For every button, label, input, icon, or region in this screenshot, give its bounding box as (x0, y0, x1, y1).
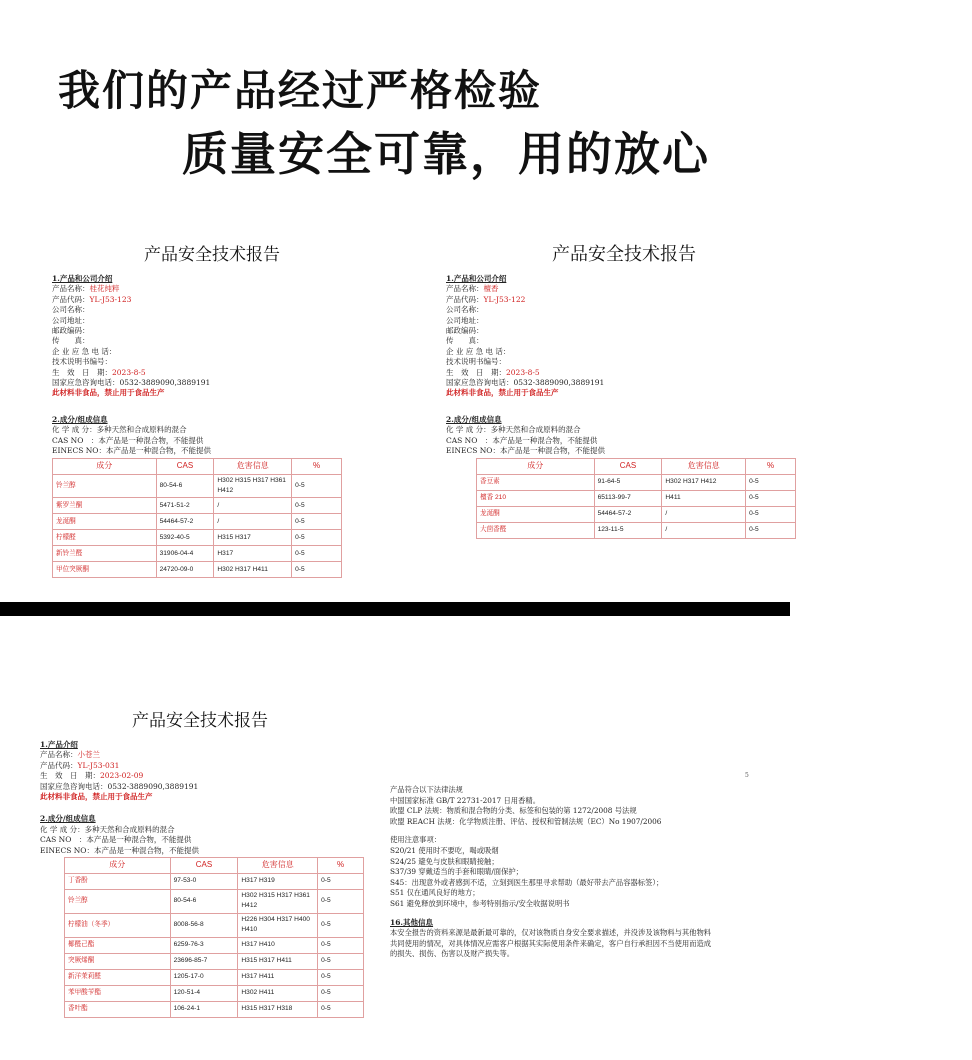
percent-cell: 0-5 (318, 953, 364, 969)
composition-table (476, 458, 796, 539)
ingredient-cell: 铃兰醇 (65, 890, 171, 914)
table-row (65, 953, 364, 969)
col-header: CAS (156, 458, 214, 474)
manual-row: 技术说明书编号： (446, 357, 506, 367)
einecs-row: EINECS NO：本产品是一种混合物，不能提供 (446, 446, 605, 456)
regulation-line: 中国国家标准 GB/T 22731-2017 日用香精。 (390, 795, 540, 805)
other-info-line: 共同使用的情况，对具体情况应需客户根据其实际使用条件来确定，客户自行承担因不当使用而造成 (390, 938, 712, 948)
product-code-row: 产品代码：YL-J53-122 (446, 294, 526, 304)
col-header: % (318, 858, 364, 874)
hazard-cell: H226 H304 H317 H400 H410 (238, 913, 318, 937)
percent-cell: 0-5 (292, 514, 342, 530)
col-header: % (746, 458, 796, 474)
safety-line: S45：出现意外或者感到不适，立刻到医生那里寻求帮助（最好带去产品容器标签）； (390, 877, 664, 887)
ingredient-cell: 突厥烯酮 (65, 953, 171, 969)
postcode-row: 邮政编码： (446, 326, 484, 336)
table-row (65, 1001, 364, 1017)
ingredient-cell: 香豆素 (477, 474, 595, 490)
page-number: 5 (745, 772, 749, 779)
regulations-page (390, 785, 780, 960)
hazard-cell: H317 H410 (238, 937, 318, 953)
manual-row: 技术说明书编号： (52, 357, 112, 367)
hazard-cell: H302 H317 H411 (214, 562, 292, 578)
table-row (477, 506, 796, 522)
ingredient-cell: 苯甲酸苄酯 (65, 985, 171, 1001)
cas-cell: 80-54-6 (170, 890, 238, 914)
hazard-cell: H317 (214, 546, 292, 562)
table-row (65, 874, 364, 890)
ingredient-cell: 铃兰醇 (53, 474, 157, 498)
report-title: 产品安全技术报告 (552, 244, 696, 265)
cas-cell: 5471-51-2 (156, 498, 214, 514)
section-divider (0, 602, 790, 616)
headline-line1: 我们的产品经过严格检验 (58, 66, 543, 115)
report-card-3 (40, 710, 350, 1012)
col-header: % (292, 458, 342, 474)
emergency-row: 企 业 应 急 电 话： (52, 346, 117, 356)
safety-line: S20/21 使用时不要吃，喝或吸烟 (390, 845, 499, 855)
ingredient-cell: 龙涎酮 (477, 506, 595, 522)
table-row (477, 490, 796, 506)
section-header: 2.成分/组成信息 (52, 414, 108, 424)
hazard-cell: / (662, 506, 746, 522)
emergency-row: 企 业 应 急 电 话： (446, 346, 511, 356)
cas-cell: 54464-57-2 (156, 514, 214, 530)
consult-row: 国家应急咨询电话：0532-3889090,3889191 (40, 781, 199, 791)
company-row: 公司名称： (446, 305, 484, 315)
ingredient-cell: 柠檬油（冬季） (65, 913, 171, 937)
ingredient-cell: 紫罗兰酮 (53, 498, 157, 514)
percent-cell: 0-5 (318, 913, 364, 937)
consult-row: 国家应急咨询电话：0532-3889090,3889191 (446, 378, 605, 388)
percent-cell: 0-5 (292, 498, 342, 514)
safety-line: S24/25 避免与皮肤和眼睛接触； (390, 856, 499, 866)
regulation-line: 欧盟 REACH 法规：化学物质注册、评估、授权和管制法规（EC）No 1907/2006 (390, 816, 662, 826)
table-row (53, 474, 342, 498)
table-row (53, 562, 342, 578)
casno-row: CAS NO ：本产品是一种混合物，不能提供 (40, 835, 192, 845)
warning-row: 此材料非食品，禁止用于食品生产 (40, 792, 153, 802)
percent-cell: 0-5 (318, 985, 364, 1001)
percent-cell: 0-5 (292, 474, 342, 498)
ingredient-cell: 椰醛己酯 (65, 937, 171, 953)
cas-cell: 1205-17-0 (170, 969, 238, 985)
address-row: 公司地址： (446, 315, 484, 325)
cas-cell: 106-24-1 (170, 1001, 238, 1017)
percent-cell: 0-5 (746, 522, 796, 538)
ingredient-cell: 柠檬醛 (53, 530, 157, 546)
other-info-line: 的损失、损伤、伤害以及财产损失等。 (390, 949, 515, 959)
address-row: 公司地址： (52, 315, 90, 325)
report-title: 产品安全技术报告 (144, 245, 280, 265)
safety-line: S61 避免释放到环境中，参考特别指示/安全收据说明书 (390, 898, 570, 908)
regulation-line: 产品符合以下法律法规 (390, 785, 463, 794)
einecs-row: EINECS NO：本产品是一种混合物，不能提供 (40, 845, 199, 855)
casno-row: CAS NO ：本产品是一种混合物，不能提供 (52, 435, 204, 445)
headline-line2: 质量安全可靠，用的放心 (182, 127, 710, 181)
date-row: 生 效 日 期：2023-8-5 (446, 367, 540, 377)
ingredient-cell: 甲位突厥酮 (53, 562, 157, 578)
percent-cell: 0-5 (318, 874, 364, 890)
consult-row: 国家应急咨询电话：0532-3889090,3889191 (52, 378, 211, 388)
fax-row: 传 真： (52, 336, 90, 346)
col-header: 危害信息 (662, 458, 746, 474)
table-row (65, 985, 364, 1001)
cas-cell: 65113-99-7 (594, 490, 662, 506)
col-header: CAS (170, 858, 238, 874)
company-row: 公司名称： (52, 305, 90, 315)
product-name-row: 产品名称：檀香 (446, 284, 499, 294)
hazard-cell: H302 H315 H317 H361 H412 (214, 474, 292, 498)
percent-cell: 0-5 (746, 490, 796, 506)
other-info-title: 16.其他信息 (390, 917, 434, 927)
hazard-cell: H315 H317 (214, 530, 292, 546)
percent-cell: 0-5 (292, 546, 342, 562)
ingredient-cell: 大茴香醛 (477, 522, 595, 538)
table-row (65, 913, 364, 937)
cas-cell: 54464-57-2 (594, 506, 662, 522)
ingredient-cell: 新洋茉莉醛 (65, 969, 171, 985)
product-name-row: 产品名称：小苍兰 (40, 750, 100, 760)
cas-cell: 91-64-5 (594, 474, 662, 490)
cas-cell: 24720-09-0 (156, 562, 214, 578)
section-header: 2.成分/组成信息 (446, 414, 502, 424)
composition-table (52, 458, 342, 579)
cas-cell: 97-53-0 (170, 874, 238, 890)
cas-cell: 120-51-4 (170, 985, 238, 1001)
cas-cell: 6259-76-3 (170, 937, 238, 953)
hazard-cell: H315 H317 H318 (238, 1001, 318, 1017)
report-title: 产品安全技术报告 (132, 711, 268, 731)
section-header: 1.产品和公司介绍 (52, 274, 113, 283)
cas-cell: 5392-40-5 (156, 530, 214, 546)
col-header: 成分 (477, 458, 595, 474)
report-card-2 (446, 244, 776, 539)
col-header: 危害信息 (238, 858, 318, 874)
safety-title: 使用注意事项： (390, 835, 442, 845)
hazard-cell: H302 H411 (238, 985, 318, 1001)
hazard-cell: H411 (662, 490, 746, 506)
col-header: 危害信息 (214, 458, 292, 474)
ingredient-cell: 丁香酚 (65, 874, 171, 890)
product-code-row: 产品代码：YL-J53-123 (52, 294, 132, 304)
product-name-row: 产品名称：桂花纯粹 (52, 284, 120, 294)
col-header: CAS (594, 458, 662, 474)
einecs-row: EINECS NO：本产品是一种混合物，不能提供 (52, 446, 211, 456)
composition-table (64, 857, 364, 1018)
percent-cell: 0-5 (292, 562, 342, 578)
report-card-1 (52, 244, 352, 578)
col-header: 成分 (65, 858, 171, 874)
col-header: 成分 (53, 458, 157, 474)
table-row (477, 522, 796, 538)
other-info-line: 本安全报告的资料来源是最新最可靠的，仅对该物质自身安全要求描述，并没涉及该物料与其他物料 (390, 928, 712, 938)
table-row (477, 474, 796, 490)
date-row: 生 效 日 期：2023-8-5 (52, 367, 146, 377)
percent-cell: 0-5 (318, 937, 364, 953)
warning-row: 此材料非食品，禁止用于食品生产 (52, 388, 165, 398)
table-row (65, 969, 364, 985)
chem-row: 化 学 成 分：多种天然和合成原料的混合 (52, 425, 187, 435)
warning-row: 此材料非食品，禁止用于食品生产 (446, 388, 559, 398)
fax-row: 传 真： (446, 336, 484, 346)
chem-row: 化 学 成 分：多种天然和合成原料的混合 (446, 425, 581, 435)
hazard-cell: H317 H319 (238, 874, 318, 890)
percent-cell: 0-5 (318, 1001, 364, 1017)
section-header: 2.成分/组成信息 (40, 814, 96, 824)
table-row (53, 530, 342, 546)
section-header: 1.产品介绍 (40, 740, 78, 749)
table-row (53, 498, 342, 514)
cas-cell: 80-54-6 (156, 474, 214, 498)
section-header: 1.产品和公司介绍 (446, 274, 507, 283)
hazard-cell: H302 H317 H412 (662, 474, 746, 490)
ingredient-cell: 香叶酯 (65, 1001, 171, 1017)
safety-line: S37/39 穿戴适当的手套和眼睛/面保护； (390, 867, 523, 877)
postcode-row: 邮政编码： (52, 326, 90, 336)
table-row (65, 890, 364, 914)
cas-cell: 31906-04-4 (156, 546, 214, 562)
regulation-line: 欧盟 CLP 法规：物质和混合物的分类、标签和包装的第 1272/2008 号法规 (390, 806, 637, 816)
ingredient-cell: 龙涎酮 (53, 514, 157, 530)
cas-cell: 123-11-5 (594, 522, 662, 538)
ingredient-cell: 檀香 210 (477, 490, 595, 506)
chem-row: 化 学 成 分：多种天然和合成原料的混合 (40, 824, 175, 834)
casno-row: CAS NO ：本产品是一种混合物，不能提供 (446, 435, 598, 445)
table-row (53, 514, 342, 530)
date-row: 生 效 日 期：2023-02-09 (40, 771, 144, 781)
cas-cell: 8008-56-8 (170, 913, 238, 937)
safety-line: S51 仅在通风良好的地方； (390, 888, 480, 898)
percent-cell: 0-5 (746, 506, 796, 522)
hazard-cell: / (214, 514, 292, 530)
hazard-cell: H302 H315 H317 H361 H412 (238, 890, 318, 914)
percent-cell: 0-5 (318, 890, 364, 914)
ingredient-cell: 新铃兰醛 (53, 546, 157, 562)
hazard-cell: / (662, 522, 746, 538)
table-row (53, 546, 342, 562)
percent-cell: 0-5 (292, 530, 342, 546)
product-code-row: 产品代码：YL-J53-031 (40, 760, 120, 770)
hazard-cell: H317 H411 (238, 969, 318, 985)
table-row (65, 937, 364, 953)
percent-cell: 0-5 (318, 969, 364, 985)
hazard-cell: / (214, 498, 292, 514)
hazard-cell: H315 H317 H411 (238, 953, 318, 969)
percent-cell: 0-5 (746, 474, 796, 490)
cas-cell: 23696-85-7 (170, 953, 238, 969)
